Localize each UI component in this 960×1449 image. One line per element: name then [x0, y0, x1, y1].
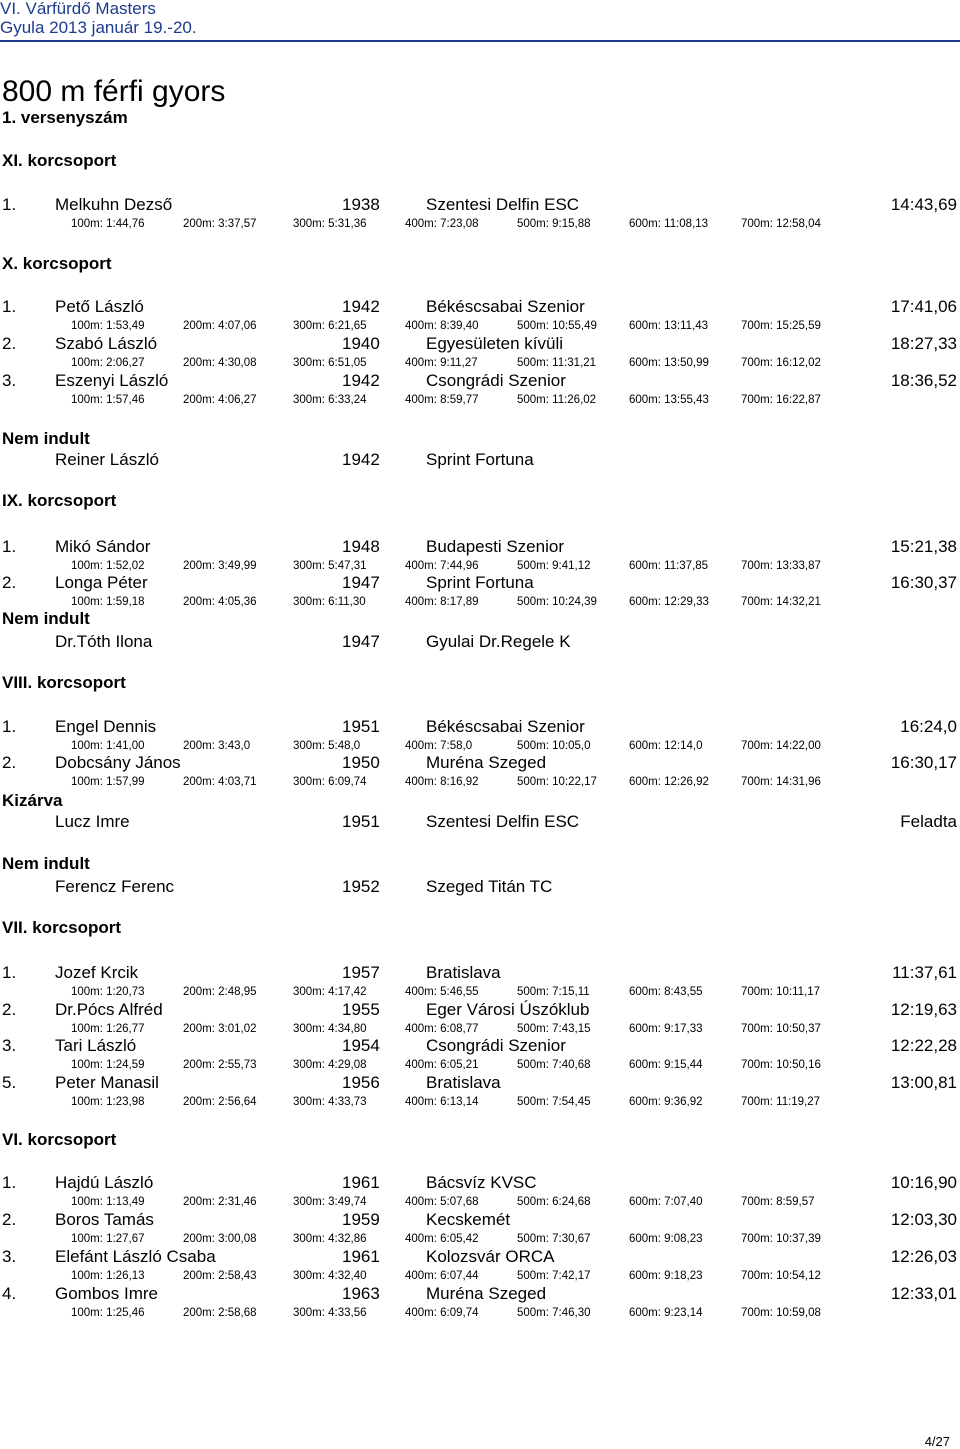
split-time: 100m: 1:53,49 [71, 320, 145, 332]
result-year: 1942 [342, 297, 380, 316]
result-row [0, 450, 960, 470]
result-row [0, 537, 960, 557]
result-place: 3. [2, 1036, 17, 1055]
event-number: 1. versenyszám [2, 108, 128, 127]
result-row [0, 632, 960, 652]
result-club: Csongrádi Szenior [426, 1036, 566, 1055]
split-time: 300m: 4:17,42 [293, 986, 367, 998]
age-group-heading: VIII. korcsoport [2, 673, 126, 692]
result-year: 1942 [342, 450, 380, 469]
split-time: 200m: 3:01,02 [183, 1023, 257, 1035]
split-time: 100m: 1:20,73 [71, 986, 145, 998]
result-name: Dr.Pócs Alfréd [55, 1000, 163, 1019]
split-time: 200m: 4:30,08 [183, 357, 257, 369]
result-year: 1940 [342, 334, 380, 353]
split-time: 700m: 14:22,00 [741, 740, 821, 752]
result-year: 1963 [342, 1284, 380, 1303]
result-year: 1954 [342, 1036, 380, 1055]
result-name: Lucz Imre [55, 812, 130, 831]
split-time: 600m: 12:29,33 [629, 596, 709, 608]
result-name: Elefánt László Csaba [55, 1247, 216, 1266]
result-row [0, 1073, 960, 1093]
result-club: Békéscsabai Szenior [426, 717, 585, 736]
page-header [0, 0, 960, 44]
result-time: 10:16,90 [890, 1173, 957, 1192]
result-club: Bratislava [426, 1073, 501, 1092]
split-time: 100m: 1:23,98 [71, 1096, 145, 1108]
split-time: 700m: 10:59,08 [741, 1307, 821, 1319]
split-time: 400m: 5:46,55 [405, 986, 479, 998]
event-name: VI. Várfürdő Masters [0, 0, 156, 18]
result-place: 1. [2, 297, 17, 316]
split-time: 700m: 13:33,87 [741, 560, 821, 572]
split-times [0, 559, 960, 573]
result-year: 1952 [342, 877, 380, 896]
split-times [0, 775, 960, 789]
result-row [0, 963, 960, 983]
age-group-heading: IX. korcsoport [2, 491, 117, 510]
split-time: 400m: 8:39,40 [405, 320, 479, 332]
split-times [0, 1022, 960, 1036]
result-row [0, 753, 960, 773]
result-club: Budapesti Szenior [426, 537, 564, 556]
result-club: Eger Városi Úszóklub [426, 1000, 590, 1019]
result-row [0, 812, 960, 832]
result-club: Békéscsabai Szenior [426, 297, 585, 316]
result-place: 2. [2, 573, 17, 592]
split-time: 700m: 10:50,16 [741, 1059, 821, 1071]
split-time: 200m: 3:49,99 [183, 560, 257, 572]
result-place: 2. [2, 1000, 17, 1019]
split-time: 200m: 3:00,08 [183, 1233, 257, 1245]
result-place: 1. [2, 717, 17, 736]
result-row [0, 1000, 960, 1020]
split-time: 700m: 10:11,17 [741, 986, 821, 998]
event-date: Gyula 2013 január 19.-20. [0, 18, 197, 37]
split-time: 600m: 13:11,43 [629, 320, 709, 332]
split-time: 600m: 8:43,55 [629, 986, 703, 998]
result-name: Gombos Imre [55, 1284, 158, 1303]
result-year: 1947 [342, 632, 380, 651]
result-year: 1961 [342, 1173, 380, 1192]
split-time: 600m: 9:23,14 [629, 1307, 703, 1319]
split-time: 100m: 1:44,76 [71, 218, 145, 230]
status-heading-dns: Nem indult [2, 429, 90, 448]
age-group-heading: XI. korcsoport [2, 151, 117, 170]
split-times [0, 1058, 960, 1072]
result-year: 1947 [342, 573, 380, 592]
status-heading-dns: Nem indult [2, 854, 90, 873]
split-time: 600m: 11:37,85 [629, 560, 709, 572]
result-time: 16:30,37 [890, 573, 957, 592]
result-name: Eszenyi László [55, 371, 169, 390]
result-year: 1942 [342, 371, 380, 390]
result-club: Bratislava [426, 963, 501, 982]
split-time: 500m: 7:54,45 [517, 1096, 591, 1108]
result-club: Gyulai Dr.Regele K [426, 632, 571, 651]
result-time: Feladta [900, 812, 957, 831]
result-place: 1. [2, 1173, 17, 1192]
result-time: 12:19,63 [890, 1000, 957, 1019]
split-time: 200m: 4:05,36 [183, 596, 257, 608]
split-times [0, 739, 960, 753]
split-time: 600m: 11:08,13 [629, 218, 709, 230]
result-time: 12:03,30 [890, 1210, 957, 1229]
result-row [0, 195, 960, 215]
split-time: 700m: 8:59,57 [741, 1196, 815, 1208]
result-name: Peter Manasil [55, 1073, 159, 1092]
result-year: 1938 [342, 195, 380, 214]
split-time: 500m: 10:24,39 [517, 596, 597, 608]
split-time: 600m: 12:26,92 [629, 776, 709, 788]
result-place: 4. [2, 1284, 17, 1303]
result-name: Longa Péter [55, 573, 148, 592]
result-name: Tari László [55, 1036, 137, 1055]
result-place: 2. [2, 334, 17, 353]
split-time: 600m: 9:15,44 [629, 1059, 703, 1071]
result-year: 1951 [342, 717, 380, 736]
result-club: Szentesi Delfin ESC [426, 195, 580, 214]
result-club: Sprint Fortuna [426, 450, 534, 469]
split-time: 200m: 2:55,73 [183, 1059, 257, 1071]
split-time: 400m: 7:44,96 [405, 560, 479, 572]
split-time: 400m: 5:07,68 [405, 1196, 479, 1208]
result-name: Boros Tamás [55, 1210, 154, 1229]
split-time: 600m: 9:18,23 [629, 1270, 703, 1282]
result-row [0, 297, 960, 317]
result-time: 12:22,28 [890, 1036, 957, 1055]
split-time: 300m: 6:51,05 [293, 357, 367, 369]
split-time: 600m: 13:50,99 [629, 357, 709, 369]
split-time: 500m: 10:22,17 [517, 776, 597, 788]
split-times [0, 393, 960, 407]
split-time: 500m: 7:42,17 [517, 1270, 591, 1282]
result-name: Dr.Tóth Ilona [55, 632, 153, 651]
split-time: 600m: 12:14,0 [629, 740, 703, 752]
split-times [0, 595, 960, 609]
split-time: 500m: 11:26,02 [517, 394, 597, 406]
split-time: 100m: 1:27,67 [71, 1233, 145, 1245]
result-row [0, 1036, 960, 1056]
result-name: Ferencz Ferenc [55, 877, 175, 896]
result-name: Jozef Krcik [55, 963, 139, 982]
page-title: 800 m férfi gyors [2, 75, 226, 108]
split-time: 300m: 4:29,08 [293, 1059, 367, 1071]
split-time: 400m: 7:23,08 [405, 218, 479, 230]
result-club: Csongrádi Szenior [426, 371, 566, 390]
result-club: Muréna Szeged [426, 1284, 547, 1303]
split-times [0, 1269, 960, 1283]
result-time: 12:26,03 [890, 1247, 957, 1266]
split-time: 500m: 7:30,67 [517, 1233, 591, 1245]
result-name: Engel Dennis [55, 717, 157, 736]
split-time: 400m: 6:09,74 [405, 1307, 479, 1319]
split-time: 500m: 6:24,68 [517, 1196, 591, 1208]
split-time: 700m: 16:12,02 [741, 357, 821, 369]
split-times [0, 985, 960, 999]
split-time: 500m: 9:41,12 [517, 560, 591, 572]
split-time: 200m: 2:48,95 [183, 986, 257, 998]
split-time: 100m: 1:59,18 [71, 596, 145, 608]
split-time: 200m: 4:03,71 [183, 776, 257, 788]
split-time: 100m: 1:25,46 [71, 1307, 145, 1319]
split-time: 300m: 4:34,80 [293, 1023, 367, 1035]
age-group-heading: VII. korcsoport [2, 918, 122, 937]
result-year: 1950 [342, 753, 380, 772]
status-heading-dns: Nem indult [2, 609, 90, 628]
split-time: 600m: 9:08,23 [629, 1233, 703, 1245]
split-time: 300m: 6:21,65 [293, 320, 367, 332]
split-time: 300m: 4:33,56 [293, 1307, 367, 1319]
split-time: 100m: 1:13,49 [71, 1196, 145, 1208]
split-time: 400m: 8:16,92 [405, 776, 479, 788]
split-time: 300m: 4:32,86 [293, 1233, 367, 1245]
split-time: 300m: 4:32,40 [293, 1270, 367, 1282]
split-time: 700m: 14:31,96 [741, 776, 821, 788]
result-time: 17:41,06 [890, 297, 957, 316]
result-time: 15:21,38 [890, 537, 957, 556]
split-time: 300m: 5:48,0 [293, 740, 361, 752]
result-time: 16:30,17 [890, 753, 957, 772]
split-time: 700m: 10:54,12 [741, 1270, 821, 1282]
result-place: 2. [2, 753, 17, 772]
split-time: 600m: 9:36,92 [629, 1096, 703, 1108]
result-time: 11:37,61 [892, 963, 957, 982]
split-time: 500m: 11:31,21 [517, 357, 597, 369]
result-row [0, 1247, 960, 1267]
split-time: 100m: 1:57,99 [71, 776, 145, 788]
split-time: 300m: 6:33,24 [293, 394, 367, 406]
split-time: 700m: 14:32,21 [741, 596, 821, 608]
split-time: 400m: 6:08,77 [405, 1023, 479, 1035]
split-time: 400m: 8:17,89 [405, 596, 479, 608]
split-time: 200m: 3:37,57 [183, 218, 257, 230]
split-time: 200m: 2:56,64 [183, 1096, 257, 1108]
split-time: 700m: 10:50,37 [741, 1023, 821, 1035]
result-row [0, 1173, 960, 1193]
result-year: 1951 [342, 812, 380, 831]
split-time: 300m: 6:11,30 [293, 596, 366, 608]
split-time: 400m: 6:07,44 [405, 1270, 479, 1282]
split-time: 500m: 7:43,15 [517, 1023, 591, 1035]
split-time: 500m: 10:05,0 [517, 740, 591, 752]
split-time: 400m: 7:58,0 [405, 740, 473, 752]
result-place: 1. [2, 195, 17, 214]
result-place: 5. [2, 1073, 17, 1092]
split-time: 500m: 9:15,88 [517, 218, 591, 230]
result-name: Reiner László [55, 450, 159, 469]
split-times [0, 319, 960, 333]
split-time: 200m: 2:31,46 [183, 1196, 257, 1208]
result-club: Szeged Titán TC [426, 877, 553, 896]
header-divider [0, 40, 960, 42]
result-club: Kolozsvár ORCA [426, 1247, 555, 1266]
split-time: 400m: 6:13,14 [405, 1096, 479, 1108]
split-times [0, 1306, 960, 1320]
result-place: 3. [2, 371, 17, 390]
result-time: 13:00,81 [890, 1073, 957, 1092]
split-time: 500m: 7:40,68 [517, 1059, 591, 1071]
result-name: Szabó László [55, 334, 158, 353]
result-name: Dobcsány János [55, 753, 181, 772]
result-time: 18:27,33 [890, 334, 957, 353]
split-time: 200m: 4:06,27 [183, 394, 257, 406]
split-times [0, 1195, 960, 1209]
split-time: 300m: 4:33,73 [293, 1096, 367, 1108]
split-time: 200m: 3:43,0 [183, 740, 251, 752]
result-place: 1. [2, 537, 17, 556]
split-time: 500m: 7:46,30 [517, 1307, 591, 1319]
split-time: 700m: 12:58,04 [741, 218, 821, 230]
result-place: 1. [2, 963, 17, 982]
result-year: 1957 [342, 963, 380, 982]
split-time: 100m: 1:41,00 [71, 740, 145, 752]
result-name: Mikó Sándor [55, 537, 151, 556]
split-time: 400m: 6:05,21 [405, 1059, 479, 1071]
split-time: 700m: 16:22,87 [741, 394, 821, 406]
result-year: 1948 [342, 537, 380, 556]
result-club: Szentesi Delfin ESC [426, 812, 580, 831]
result-row [0, 573, 960, 593]
split-time: 300m: 5:47,31 [293, 560, 367, 572]
result-name: Hajdú László [55, 1173, 154, 1192]
split-time: 200m: 2:58,43 [183, 1270, 257, 1282]
result-club: Muréna Szeged [426, 753, 547, 772]
split-time: 500m: 10:55,49 [517, 320, 597, 332]
result-row [0, 371, 960, 391]
split-time: 200m: 2:58,68 [183, 1307, 257, 1319]
result-name: Melkuhn Dezső [55, 195, 173, 214]
split-time: 300m: 3:49,74 [293, 1196, 367, 1208]
age-group-heading: X. korcsoport [2, 254, 112, 273]
split-time: 100m: 1:24,59 [71, 1059, 145, 1071]
split-time: 700m: 15:25,59 [741, 320, 821, 332]
result-place: 3. [2, 1247, 17, 1266]
split-time: 700m: 11:19,27 [741, 1096, 821, 1108]
result-time: 18:36,52 [890, 371, 957, 390]
result-year: 1956 [342, 1073, 380, 1092]
split-time: 600m: 13:55,43 [629, 394, 709, 406]
split-times [0, 1232, 960, 1246]
result-row [0, 1210, 960, 1230]
result-club: Egyesületen kívüli [426, 334, 564, 353]
result-place: 2. [2, 1210, 17, 1229]
split-time: 400m: 6:05,42 [405, 1233, 479, 1245]
split-time: 600m: 7:07,40 [629, 1196, 703, 1208]
split-time: 100m: 2:06,27 [71, 357, 145, 369]
result-row [0, 717, 960, 737]
result-year: 1961 [342, 1247, 380, 1266]
result-name: Pető László [55, 297, 144, 316]
page-number: 4/27 [924, 1434, 950, 1449]
split-time: 600m: 9:17,33 [629, 1023, 703, 1035]
result-time: 14:43,69 [890, 195, 957, 214]
split-time: 100m: 1:52,02 [71, 560, 145, 572]
split-time: 500m: 7:15,11 [517, 986, 590, 998]
split-time: 100m: 1:26,13 [71, 1270, 145, 1282]
result-row [0, 334, 960, 354]
result-row [0, 1284, 960, 1304]
result-row [0, 877, 960, 897]
split-time: 100m: 1:57,46 [71, 394, 145, 406]
split-time: 400m: 8:59,77 [405, 394, 479, 406]
split-time: 100m: 1:26,77 [71, 1023, 145, 1035]
age-group-heading: VI. korcsoport [2, 1130, 117, 1149]
split-time: 200m: 4:07,06 [183, 320, 257, 332]
split-time: 300m: 6:09,74 [293, 776, 367, 788]
result-year: 1959 [342, 1210, 380, 1229]
split-times [0, 356, 960, 370]
result-time: 16:24,0 [900, 717, 957, 736]
split-time: 700m: 10:37,39 [741, 1233, 821, 1245]
split-times [0, 217, 960, 231]
split-times [0, 1095, 960, 1109]
result-club: Kecskemét [426, 1210, 511, 1229]
split-time: 300m: 5:31,36 [293, 218, 367, 230]
result-year: 1955 [342, 1000, 380, 1019]
status-heading-dsq: Kizárva [2, 791, 63, 810]
result-time: 12:33,01 [890, 1284, 957, 1303]
split-time: 400m: 9:11,27 [405, 357, 478, 369]
result-club: Sprint Fortuna [426, 573, 534, 592]
result-club: Bácsvíz KVSC [426, 1173, 537, 1192]
